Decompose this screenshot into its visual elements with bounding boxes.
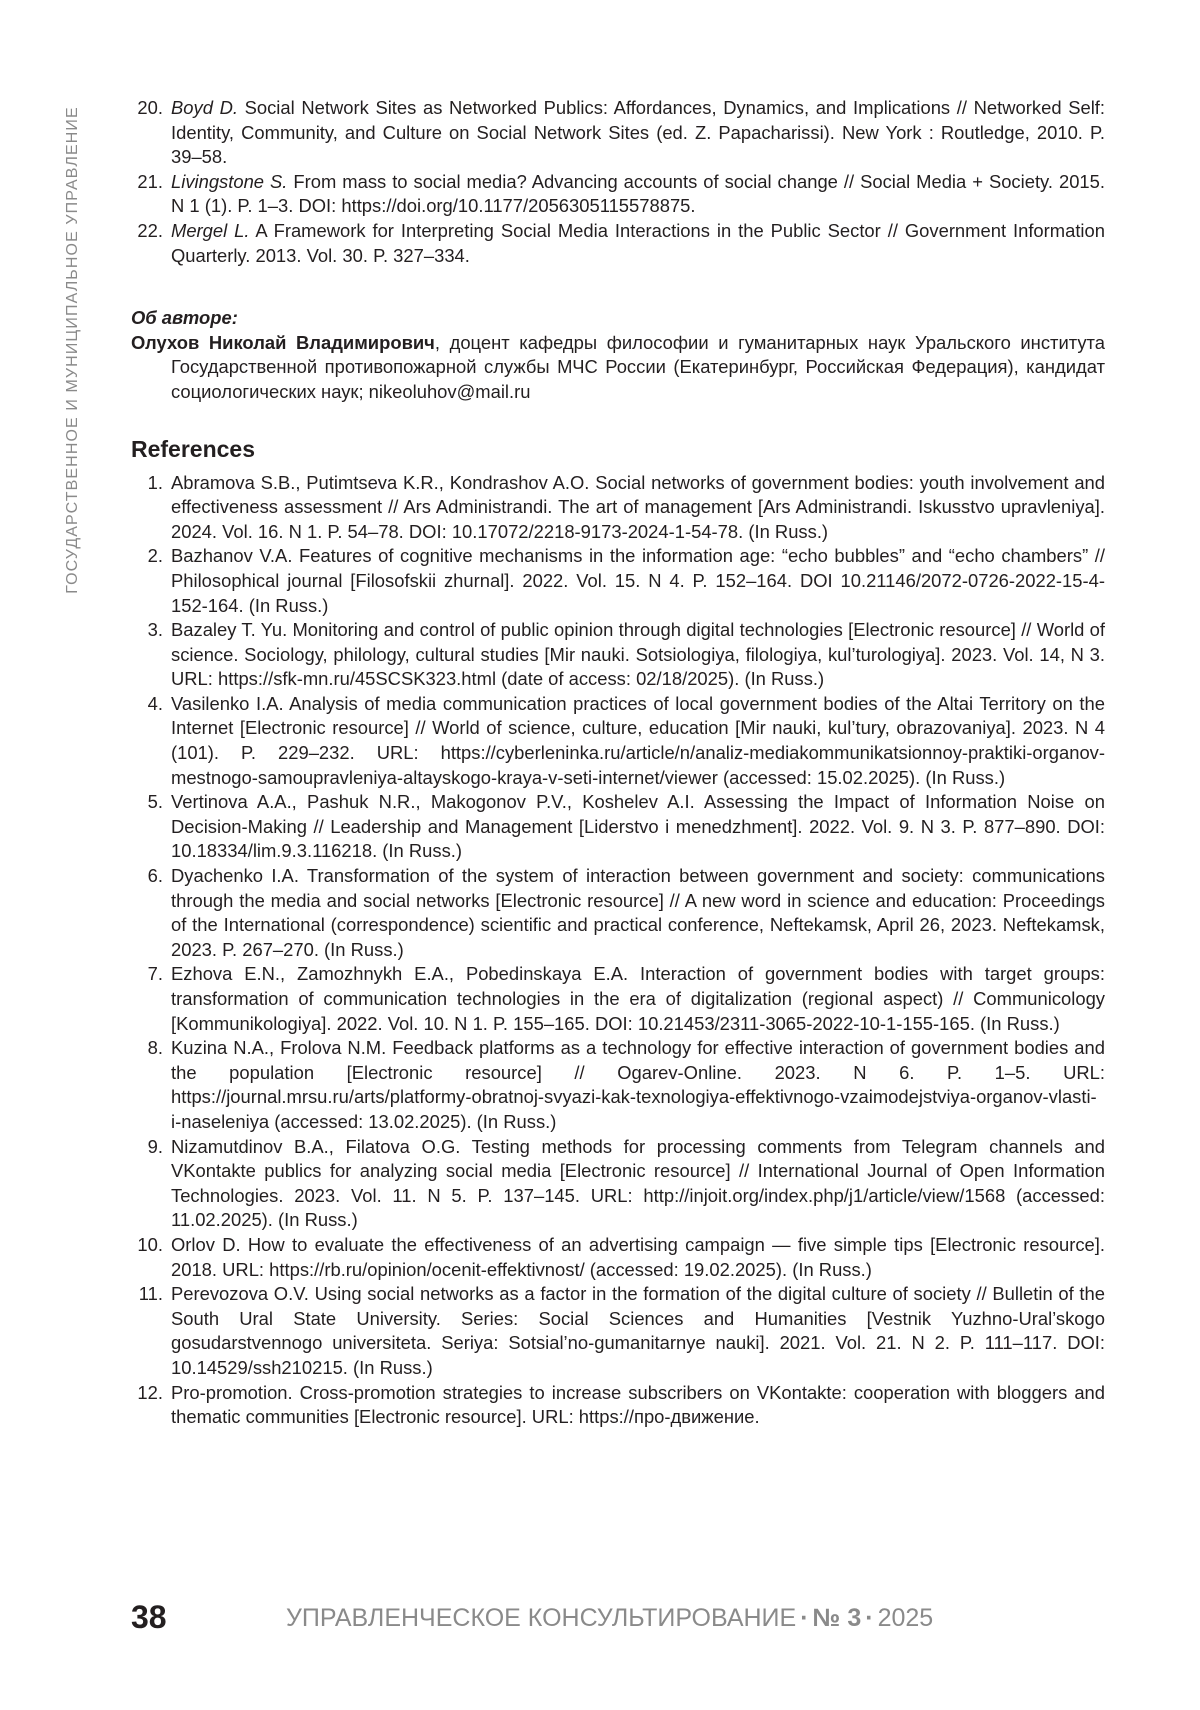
- references-heading: References: [131, 434, 1105, 464]
- reference-text: Social Network Sites as Networked Publics: Affordances, Dynamics, and Implications // Networked Self: Identity, Community, and Culture on Social Network Sites (ed. Z. Papacharissi). New York : Routledge, 2010. P. 39–58.: [171, 97, 1105, 167]
- reference-item: [131, 471, 1105, 545]
- reference-number: 4.: [131, 692, 163, 717]
- reference-author: Mergel L.: [171, 220, 249, 241]
- reference-number: 10.: [131, 1233, 163, 1258]
- page-number: 38: [131, 1597, 167, 1637]
- section-side-label: ГОСУДАРСТВЕННОЕ И МУНИЦИПАЛЬНОЕ УПРАВЛЕНИЕ: [64, 50, 90, 650]
- reference-text: Perevozova O.V. Using social networks as a factor in the formation of the digital culture of society // Bulletin of the South Ural State University. Series: Social Sciences and Humanities [Vestnik Yuzhno-Ural’skogo gosudarstvennogo universiteta. Seriya: Sotsial’no-gumanitarnye nauki]. 2021. Vol. 21. N 2. P. 111–117. DOI: 10.14529/ssh210215. (In Russ.): [171, 1283, 1105, 1378]
- reference-text: Pro-promotion. Cross-promotion strategies to increase subscribers on VKontakte: cooperation with bloggers and thematic communities [Electronic resource]. URL: https://про-движение.: [171, 1382, 1105, 1428]
- reference-number: 8.: [131, 1036, 163, 1061]
- page-content: [131, 96, 1105, 1430]
- reference-item: [131, 864, 1105, 962]
- reference-item: [131, 544, 1105, 618]
- reference-text: Kuzina N.A., Frolova N.M. Feedback platforms as a technology for effective interaction of government bodies and the population [Electronic resource] // Ogarev-Online. 2023. N 6. P. 1–5. URL: https://journal.mrsu.ru/arts/platformy-obratnoj-svyazi-kak-texnologiya-effektivnogo-vzaimodejstviya-organov-vlasti-i-naseleniya (accessed: 13.02.2025). (In Russ.): [171, 1037, 1105, 1132]
- reference-number: 11.: [131, 1282, 163, 1307]
- reference-number: 5.: [131, 790, 163, 815]
- reference-item: [131, 1381, 1105, 1430]
- author-details: , доцент кафедры философии и гуманитарных наук Уральского института Государственной противопожарной службы МЧС России (Екатеринбург, Российская Федерация), кандидат социологических наук; nikeoluhov@mail.ru: [171, 332, 1105, 402]
- journal-year: 2025: [878, 1604, 934, 1632]
- reference-item: [131, 1036, 1105, 1134]
- reference-number: 3.: [131, 618, 163, 643]
- page-footer: [131, 1597, 1105, 1637]
- reference-text: Bazhanov V.A. Features of cognitive mechanisms in the information age: “echo bubbles” and “echo chambers” // Philosophical journal [Filosofskii zhurnal]. 2022. Vol. 15. N 4. P. 152–164. DOI 10.21146/2072-0726-2022-15-4-152-164. (In Russ.): [171, 545, 1105, 615]
- top-reference-item: [131, 219, 1105, 268]
- reference-author: Boyd D.: [171, 97, 238, 118]
- reference-number: 20.: [131, 96, 163, 121]
- reference-item: [131, 1233, 1105, 1282]
- top-reference-item: [131, 96, 1105, 170]
- reference-text: Nizamutdinov B.A., Filatova O.G. Testing methods for processing comments from Telegram channels and VKontakte publics for analyzing social media [Electronic resource] // International Journal of Open Information Technologies. 2023. Vol. 11. N 5. P. 137–145. URL: http://injoit.org/index.php/j1/article/view/1568 (accessed: 11.02.2025). (In Russ.): [171, 1136, 1105, 1231]
- reference-number: 6.: [131, 864, 163, 889]
- reference-text: Ezhova E.N., Zamozhnykh E.A., Pobedinskaya E.A. Interaction of government bodies with target groups: transformation of communication technologies in the era of digitalization (regional aspect) // Communicology [Kommunikologiya]. 2022. Vol. 10. N 1. P. 155–165. DOI: 10.21453/2311-3065-2022-10-1-155-165. (In Russ.): [171, 963, 1105, 1033]
- reference-author: Livingstone S.: [171, 171, 287, 192]
- reference-text: A Framework for Interpreting Social Media Interactions in the Public Sector // Government Information Quarterly. 2013. Vol. 30. P. 327–334.: [171, 220, 1105, 266]
- journal-title: УПРАВЛЕНЧЕСКОЕ КОНСУЛЬТИРОВАНИЕ: [286, 1604, 796, 1632]
- reference-item: [131, 1282, 1105, 1380]
- reference-number: 22.: [131, 219, 163, 244]
- journal-issue: № 3: [813, 1604, 862, 1632]
- top-reference-item: [131, 170, 1105, 219]
- references-list: [131, 471, 1105, 1430]
- reference-item: [131, 618, 1105, 692]
- reference-text: Dyachenko I.A. Transformation of the system of interaction between government and society: communications through the media and social networks [Electronic resource] // A new word in science and education: Proceedings of the International (correspondence) scientific and practical conference, Neftekamsk, April 26, 2023. Neftekamsk, 2023. P. 267–270. (In Russ.): [171, 865, 1105, 960]
- reference-number: 2.: [131, 544, 163, 569]
- reference-number: 9.: [131, 1135, 163, 1160]
- reference-number: 21.: [131, 170, 163, 195]
- reference-text: From mass to social media? Advancing accounts of social change // Social Media + Society. 2015. N 1 (1). P. 1–3. DOI: https://doi.org/10.1177/2056305115578875.: [171, 171, 1105, 217]
- reference-number: 12.: [131, 1381, 163, 1406]
- about-author-text: [131, 331, 1105, 405]
- journal-page: [0, 0, 1200, 1710]
- reference-text: Bazaley T. Yu. Monitoring and control of public opinion through digital technologies [Electronic resource] // World of science. Sociology, philology, cultural studies [Mir nauki. Sotsiologiya, filologiya, kul’turologiya]. 2023. Vol. 14, N 3. URL: https://sfk-mn.ru/45SCSK323.html (date of access: 02/18/2025). (In Russ.): [171, 619, 1105, 689]
- separator-dot: ·: [861, 1604, 877, 1632]
- about-author: [131, 306, 1105, 404]
- top-reference-list: [131, 96, 1105, 268]
- reference-number: 7.: [131, 962, 163, 987]
- reference-item: [131, 1135, 1105, 1233]
- reference-number: 1.: [131, 471, 163, 496]
- separator-dot: ·: [796, 1604, 812, 1632]
- about-author-heading: Об авторе:: [131, 306, 1105, 331]
- reference-text: Orlov D. How to evaluate the effectiveness of an advertising campaign — five simple tips [Electronic resource]. 2018. URL: https://rb.ru/opinion/ocenit-effektivnost/ (accessed: 19.02.2025). (In Russ.): [171, 1234, 1105, 1280]
- reference-text: Abramova S.B., Putimtseva K.R., Kondrashov A.O. Social networks of government bodies: youth involvement and effectiveness assessment // Ars Administrandi. The art of management [Ars Administrandi. Iskusstvo upravleniya]. 2024. Vol. 16. N 1. P. 54–78. DOI: 10.17072/2218-9173-2024-1-54-78. (In Russ.): [171, 472, 1105, 542]
- author-name: Олухов Николай Владимирович: [131, 332, 435, 353]
- reference-item: [131, 962, 1105, 1036]
- reference-text: Vasilenko I.A. Analysis of media communication practices of local government bodies of the Altai Territory on the Internet [Electronic resource] // World of science, culture, education [Mir nauki, kul’tury, obrazovaniya]. 2023. N 4 (101). P. 229–232. URL: https://cyberleninka.ru/article/n/analiz-mediakommunikatsionnoy-praktiki-organov-mestnogo-samoupravleniya-altayskogo-kraya-v-seti-internet/viewer (accessed: 15.02.2025). (In Russ.): [171, 693, 1105, 788]
- reference-text: Vertinova A.A., Pashuk N.R., Makogonov P.V., Koshelev A.I. Assessing the Impact of Information Noise on Decision-Making // Leadership and Management [Liderstvo i menedzhment]. 2022. Vol. 9. N 3. P. 877–890. DOI: 10.18334/lim.9.3.116218. (In Russ.): [171, 791, 1105, 861]
- reference-item: [131, 692, 1105, 790]
- reference-item: [131, 790, 1105, 864]
- journal-running-footer: [286, 1602, 933, 1634]
